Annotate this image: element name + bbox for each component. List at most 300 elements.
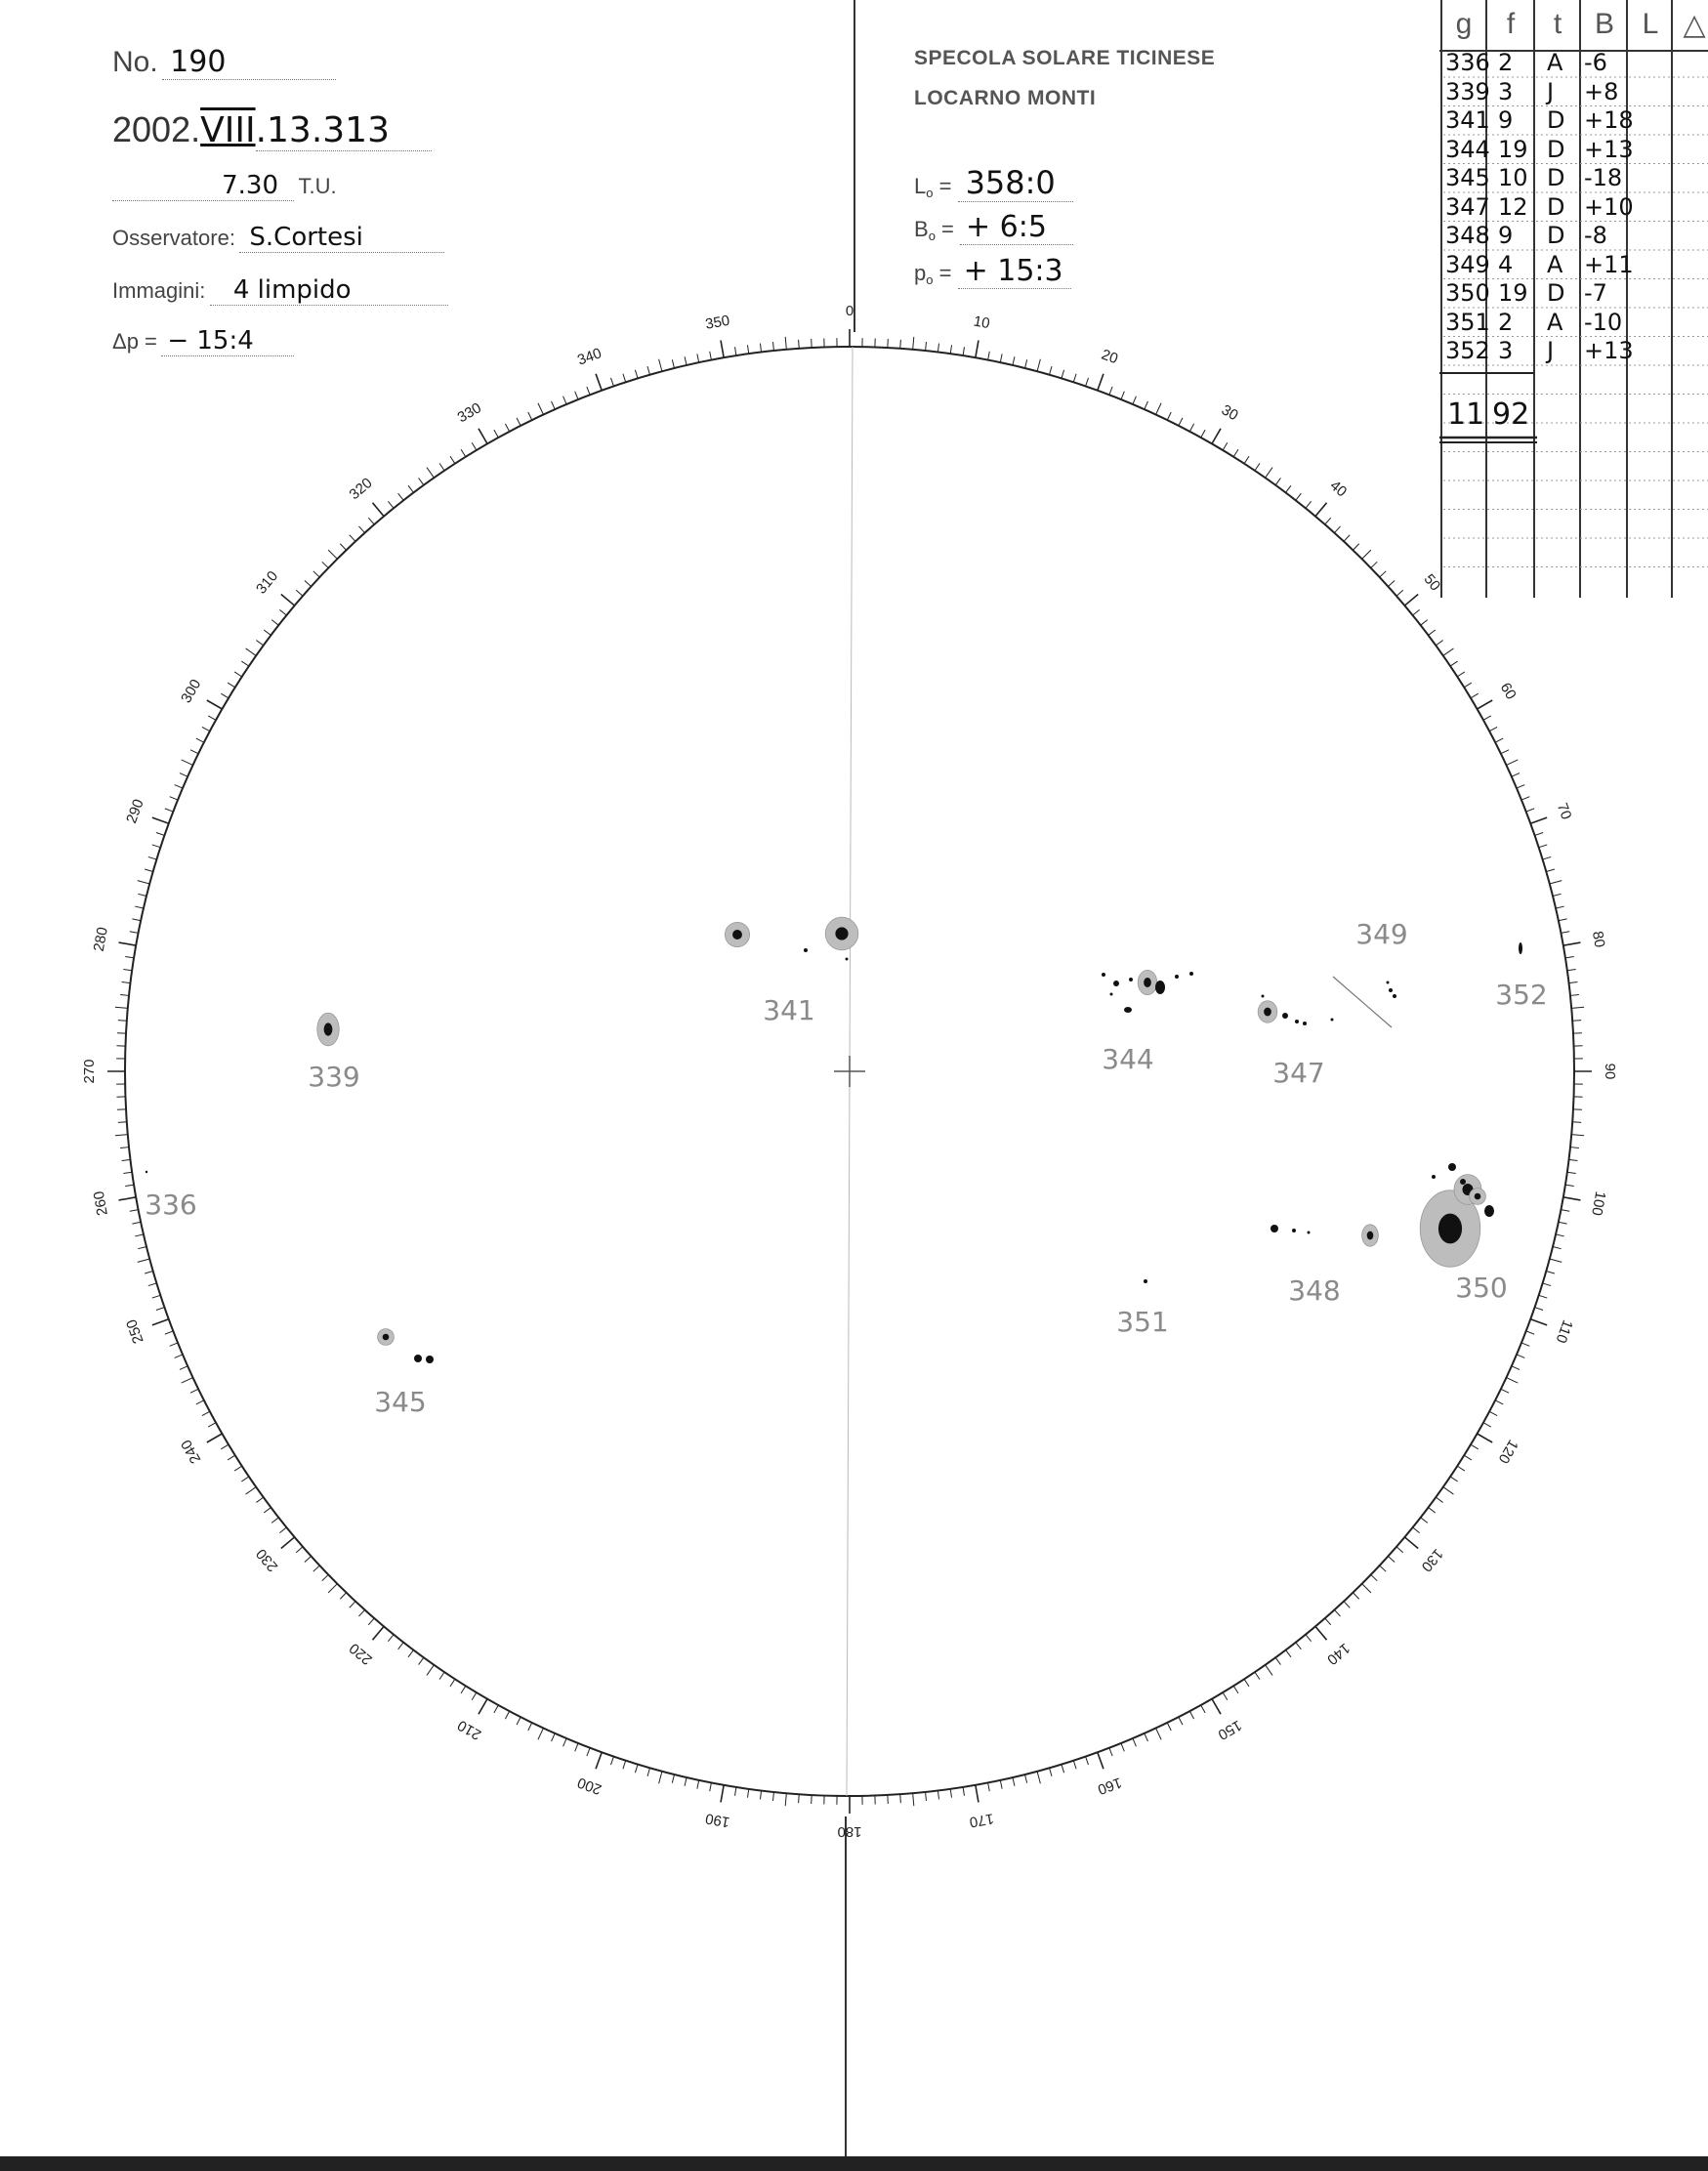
scale-tick: [1546, 869, 1555, 871]
sunspot: [1155, 981, 1165, 994]
group-label: 345: [374, 1386, 427, 1418]
scale-tick: [1266, 1665, 1272, 1676]
scale-tick: [1344, 1602, 1350, 1608]
sunspot: [1432, 1175, 1436, 1179]
scale-tick: [190, 750, 198, 754]
scale-tick: [1212, 1699, 1221, 1715]
scale-label: 300: [178, 676, 205, 706]
header-t: t: [1553, 8, 1562, 40]
table-cell-b: +13: [1584, 337, 1634, 364]
scale-tick: [1233, 449, 1238, 457]
table-cell-g: 349: [1445, 250, 1490, 278]
group-label: 351: [1116, 1306, 1169, 1338]
scale-tick: [234, 672, 242, 677]
scale-tick: [659, 1772, 662, 1784]
time-value: 7.30: [112, 171, 294, 201]
scale-tick: [1062, 370, 1064, 379]
scale-tick: [241, 661, 248, 666]
scale-tick: [494, 1705, 498, 1713]
scale-tick: [1396, 590, 1403, 596]
scale-label: 210: [454, 1716, 484, 1743]
scale-tick: [647, 366, 649, 375]
scale-tick: [937, 344, 938, 353]
number-value: 190: [162, 45, 336, 80]
scale-tick: [988, 352, 990, 360]
scale-tick: [358, 1609, 364, 1616]
scale-tick: [208, 716, 216, 720]
table-cell-f: 19: [1498, 135, 1528, 163]
scale-tick: [1421, 1518, 1428, 1524]
scale-tick: [1145, 401, 1148, 409]
scale-tick: [135, 906, 144, 908]
scale-tick: [132, 1222, 141, 1224]
header-l: L: [1642, 8, 1659, 40]
scale-tick: [1501, 750, 1509, 754]
scale-tick: [350, 1602, 355, 1608]
scale-tick: [1550, 881, 1562, 884]
scale-tick: [1530, 1319, 1547, 1325]
scale-tick: [1025, 359, 1027, 368]
scale-label: 180: [837, 1823, 862, 1841]
scale-label: 280: [90, 926, 111, 953]
scale-tick: [1559, 1222, 1567, 1224]
institution-name: SPECOLA SOLARE TICINESE: [914, 47, 1216, 69]
scale-tick: [1572, 1021, 1581, 1022]
scale-tick: [772, 342, 773, 351]
scale-tick: [130, 932, 139, 934]
sunspot: [1129, 978, 1133, 981]
table-cell-f: 19: [1498, 279, 1528, 307]
sunspot: [1519, 942, 1522, 954]
scale-tick: [182, 760, 193, 765]
scale-tick: [368, 518, 374, 524]
table-cell-b: -10: [1584, 308, 1623, 336]
scale-tick: [1156, 403, 1161, 415]
scale-tick: [1471, 693, 1479, 698]
scale-tick: [1000, 354, 1002, 362]
scale-tick: [1517, 1355, 1524, 1358]
table-cell-t: D: [1547, 222, 1565, 249]
scale-tick: [279, 1527, 286, 1533]
scale-tick: [279, 609, 286, 615]
group-label: 344: [1102, 1043, 1154, 1075]
scale-label: 200: [575, 1774, 604, 1798]
scale-tick: [439, 1672, 444, 1679]
scale-tick: [1571, 1135, 1584, 1136]
scale-tick: [1546, 1272, 1555, 1273]
scale-tick: [672, 359, 674, 368]
scale-tick: [1563, 942, 1581, 945]
scale-tick: [175, 785, 183, 789]
observation-date: [112, 109, 432, 151]
table-cell-g: 350: [1445, 279, 1490, 307]
scale-tick: [138, 894, 146, 896]
scale-tick: [587, 1748, 590, 1756]
scale-tick: [122, 981, 131, 982]
scale-tick: [221, 1444, 229, 1449]
scale-tick: [398, 1643, 404, 1649]
scale-tick: [165, 1331, 173, 1334]
sunspot-umbra: [1475, 1193, 1481, 1200]
scale-tick: [125, 1185, 134, 1186]
observer-label: Osservatore:: [112, 226, 235, 250]
po-label: p: [914, 261, 927, 285]
sunspot: [1189, 972, 1193, 976]
scale-tick: [1501, 1389, 1509, 1393]
scale-tick: [1535, 832, 1544, 835]
scale-tick: [1189, 1711, 1193, 1719]
scale-tick: [635, 370, 638, 379]
scale-tick: [1275, 478, 1280, 484]
scale-tick: [450, 456, 455, 464]
table-cell-g: 352: [1445, 337, 1490, 364]
scale-tick: [1561, 1210, 1569, 1212]
scale-tick: [505, 424, 509, 432]
scale-tick: [122, 1159, 131, 1160]
sunspot: [1484, 1205, 1494, 1217]
scale-tick: [1013, 356, 1015, 365]
scale-tick: [152, 1319, 169, 1325]
scale-tick: [228, 1455, 235, 1460]
scale-tick: [246, 648, 257, 655]
sunspot: [1331, 1019, 1334, 1022]
table-cell-t: D: [1547, 164, 1565, 191]
scale-tick: [610, 378, 613, 387]
scale-tick: [1062, 1765, 1064, 1774]
scale-tick: [118, 1122, 127, 1123]
header-delta: △: [1683, 9, 1706, 41]
scale-tick: [785, 337, 786, 350]
scale-tick: [439, 463, 444, 470]
scale-tick: [1325, 1618, 1331, 1625]
sunspot: [1124, 1007, 1132, 1013]
sunspot: [1308, 1232, 1311, 1234]
scale-label: 220: [346, 1639, 376, 1668]
scale-tick: [118, 1021, 127, 1022]
sunspot: [1102, 973, 1105, 977]
scale-label: 0: [845, 302, 854, 319]
scale-tick: [313, 571, 320, 577]
scale-tick: [271, 1518, 278, 1524]
sunspot: [1393, 994, 1396, 998]
scale-tick: [148, 856, 157, 859]
scale-tick: [552, 1733, 556, 1741]
scale-tick: [1512, 1366, 1520, 1370]
group-349-pointer: [1333, 977, 1392, 1027]
scale-label: 160: [1095, 1774, 1124, 1798]
scale-tick: [1530, 817, 1547, 823]
scale-tick: [1404, 594, 1418, 605]
scale-tick: [388, 501, 394, 508]
scale-tick: [635, 1765, 638, 1774]
scale-label: 320: [346, 475, 376, 504]
table-cell-f: 3: [1498, 77, 1514, 105]
scale-label: 270: [80, 1059, 98, 1084]
sunspot: [1292, 1229, 1296, 1232]
scale-tick: [1315, 503, 1327, 517]
scale-tick: [1553, 1247, 1562, 1249]
scale-tick: [721, 341, 724, 358]
scale-tick: [1483, 716, 1491, 720]
scale-tick: [1121, 1743, 1124, 1751]
scale-tick: [145, 1272, 153, 1273]
scale-tick: [1429, 630, 1436, 635]
scale-tick: [1413, 609, 1420, 615]
scale-tick: [1436, 641, 1442, 646]
scale-tick: [710, 1782, 712, 1791]
table-cell-t: A: [1547, 308, 1563, 336]
scale-tick: [427, 1665, 434, 1676]
scale-tick: [1464, 1455, 1472, 1460]
scale-tick: [575, 392, 578, 399]
scale-tick: [1556, 906, 1564, 908]
table-cell-f: 9: [1498, 222, 1514, 249]
scale-tick: [1568, 1159, 1577, 1160]
scale-tick: [1306, 1635, 1312, 1642]
scale-label: 240: [178, 1437, 205, 1467]
table-cell-f: 2: [1498, 49, 1514, 76]
scale-tick: [180, 773, 187, 777]
scale-tick: [963, 1787, 964, 1796]
scan-edge: [0, 2156, 1708, 2171]
scale-label: 260: [90, 1190, 111, 1217]
table-cell-b: -18: [1584, 164, 1623, 191]
scale-tick: [1223, 1692, 1228, 1700]
scale-tick: [419, 478, 424, 484]
sunspot: [1110, 993, 1113, 996]
date-month: VIII: [200, 110, 256, 150]
scale-label: 90: [1602, 1063, 1619, 1080]
scale-tick: [1565, 1185, 1574, 1186]
header-f: f: [1506, 8, 1516, 40]
scale-label: 10: [972, 313, 991, 333]
scale-tick: [1396, 1547, 1403, 1553]
scale-tick: [135, 1234, 144, 1236]
scale-tick: [623, 1761, 626, 1770]
images-value: 4 limpido: [210, 275, 448, 306]
scale-tick: [538, 1728, 543, 1739]
scale-label: 130: [1417, 1545, 1446, 1575]
scale-tick: [1571, 1007, 1584, 1008]
scale-tick: [350, 535, 355, 542]
scale-tick: [1489, 1411, 1497, 1415]
group-label: 341: [763, 994, 815, 1026]
scale-tick: [1371, 1574, 1377, 1580]
scale-tick: [1568, 981, 1577, 982]
table-cell-f: 12: [1498, 192, 1528, 221]
scale-label: 350: [704, 312, 731, 333]
scale-tick: [587, 387, 590, 395]
scale-tick: [494, 430, 498, 438]
group-table: [1439, 0, 1708, 598]
scale-tick: [165, 809, 173, 812]
scale-tick: [1526, 1331, 1534, 1334]
scale-tick: [322, 1574, 328, 1580]
scale-tick: [538, 403, 543, 415]
scale-tick: [296, 590, 303, 596]
ephemeris-lo: $L_o$ = 358:0: [914, 164, 1073, 202]
scale-tick: [1013, 1777, 1015, 1786]
scale-tick: [1443, 648, 1454, 655]
sunspot: [1448, 1163, 1456, 1171]
scale-tick: [926, 342, 927, 351]
scale-tick: [950, 345, 951, 354]
scale-tick: [145, 869, 153, 871]
table-cell-b: +8: [1584, 77, 1619, 105]
total-groups: 11: [1447, 397, 1485, 432]
scale-tick: [799, 1794, 800, 1803]
scale-tick: [1457, 1466, 1465, 1471]
scale-label: 50: [1420, 570, 1444, 595]
scale-label: 110: [1552, 1317, 1576, 1346]
scale-tick: [1521, 1343, 1529, 1346]
table-cell-b: -6: [1584, 49, 1607, 76]
scale-tick: [450, 1679, 455, 1687]
scale-tick: [1362, 1584, 1371, 1593]
scale-tick: [1517, 785, 1524, 789]
scale-tick: [119, 1197, 137, 1200]
scale-tick: [1495, 738, 1503, 742]
scale-tick: [785, 1793, 786, 1806]
scale-tick: [119, 942, 137, 945]
scale-tick: [799, 340, 800, 349]
scale-tick: [937, 1790, 938, 1799]
scale-tick: [1325, 518, 1331, 524]
scale-tick: [340, 1593, 346, 1599]
scale-tick: [1286, 1650, 1291, 1657]
scale-tick: [196, 1400, 204, 1404]
po-value: + 15:3: [958, 254, 1071, 289]
scale-label: 80: [1588, 930, 1608, 949]
institution-location: LOCARNO MONTI: [914, 87, 1097, 109]
scale-label: 290: [123, 797, 147, 826]
table-cell-f: 3: [1498, 337, 1514, 364]
scale-tick: [1121, 392, 1124, 399]
scale-tick: [913, 1793, 914, 1806]
table-cell-g: 341: [1445, 106, 1490, 134]
header-g: g: [1455, 8, 1473, 40]
scale-tick: [1275, 1657, 1280, 1664]
scale-tick: [1167, 1723, 1171, 1731]
scale-tick: [1233, 1686, 1238, 1693]
scale-tick: [685, 1777, 687, 1786]
table-cell-f: 4: [1498, 250, 1514, 278]
lo-sub: o: [926, 186, 934, 201]
scale-tick: [1388, 580, 1395, 586]
scale-tick: [1109, 1748, 1112, 1756]
scale-tick: [207, 1434, 223, 1442]
table-cell-b: -8: [1584, 222, 1607, 249]
sunspot: [426, 1356, 434, 1363]
table-cell-f: 2: [1498, 308, 1514, 336]
date-rest: .13.313: [256, 110, 432, 151]
scale-tick: [760, 344, 761, 353]
scale-tick: [1296, 493, 1302, 500]
scale-tick: [175, 1355, 183, 1358]
scale-tick: [1556, 1234, 1564, 1236]
scale-tick: [1306, 501, 1312, 508]
disk-group: [81, 303, 1618, 1840]
scale-tick: [358, 526, 364, 533]
table-cell-g: 348: [1445, 222, 1490, 249]
scale-tick: [1506, 1378, 1518, 1383]
scale-tick: [196, 738, 204, 742]
number-label: No.: [112, 46, 158, 78]
scale-tick: [1478, 1434, 1493, 1442]
sunspot: [1262, 995, 1265, 998]
scale-tick: [1567, 969, 1576, 970]
scale-tick: [963, 347, 964, 355]
scale-tick: [697, 1780, 699, 1789]
sunspot-umbra: [835, 927, 848, 939]
scale-tick: [697, 354, 699, 362]
scale-tick: [461, 449, 466, 457]
scale-tick: [517, 418, 521, 426]
scale-label: 250: [123, 1316, 147, 1346]
scale-label: 20: [1099, 346, 1121, 368]
ephemeris-bo: $B_o$ = + 6:5: [914, 210, 1073, 245]
scale-tick: [988, 1782, 990, 1791]
table-cell-b: +11: [1584, 250, 1634, 278]
scale-tick: [182, 1378, 193, 1383]
sunspot: [1387, 981, 1390, 984]
scale-tick: [138, 1259, 150, 1262]
scale-tick: [221, 693, 229, 698]
scale-tick: [1334, 1609, 1340, 1616]
scale-tick: [710, 352, 712, 360]
scale-tick: [1050, 1768, 1052, 1776]
scale-tick: [130, 1210, 139, 1212]
scale-tick: [1543, 1283, 1552, 1286]
scale-tick: [1073, 1761, 1076, 1770]
scale-tick: [623, 374, 626, 383]
scale-tick: [408, 485, 413, 492]
sunspot-umbra: [1144, 978, 1151, 987]
scale-tick: [152, 817, 169, 823]
po-sub: o: [926, 272, 934, 288]
scale-tick: [115, 1007, 128, 1008]
scale-tick: [1539, 1295, 1548, 1298]
table-cell-t: D: [1547, 135, 1565, 163]
scale-label: 40: [1326, 477, 1351, 501]
scale-label: 100: [1588, 1190, 1609, 1217]
sunspot: [146, 1171, 147, 1173]
scale-tick: [398, 493, 404, 500]
group-label: 352: [1495, 979, 1548, 1011]
date-year: 2002.: [112, 109, 201, 149]
scale-tick: [1201, 430, 1205, 438]
scale-label: 70: [1553, 800, 1575, 822]
scale-tick: [1133, 397, 1137, 404]
sunspot: [1460, 1179, 1466, 1185]
scale-tick: [1255, 463, 1260, 470]
scale-tick: [1388, 1556, 1395, 1562]
scale-tick: [123, 969, 132, 970]
scale-label: 60: [1496, 680, 1520, 703]
scale-tick: [610, 1757, 613, 1766]
scale-tick: [672, 1774, 674, 1783]
scale-tick: [388, 1635, 394, 1642]
scale-tick: [760, 1790, 761, 1799]
scale-tick: [1037, 1772, 1040, 1784]
scale-tick: [1167, 412, 1171, 420]
scale-tick: [1179, 1717, 1183, 1725]
scale-tick: [207, 700, 223, 709]
sunspot: [1303, 1022, 1307, 1025]
scale-tick: [1223, 442, 1228, 450]
scale-tick: [1266, 468, 1272, 479]
scale-tick: [1098, 374, 1104, 391]
